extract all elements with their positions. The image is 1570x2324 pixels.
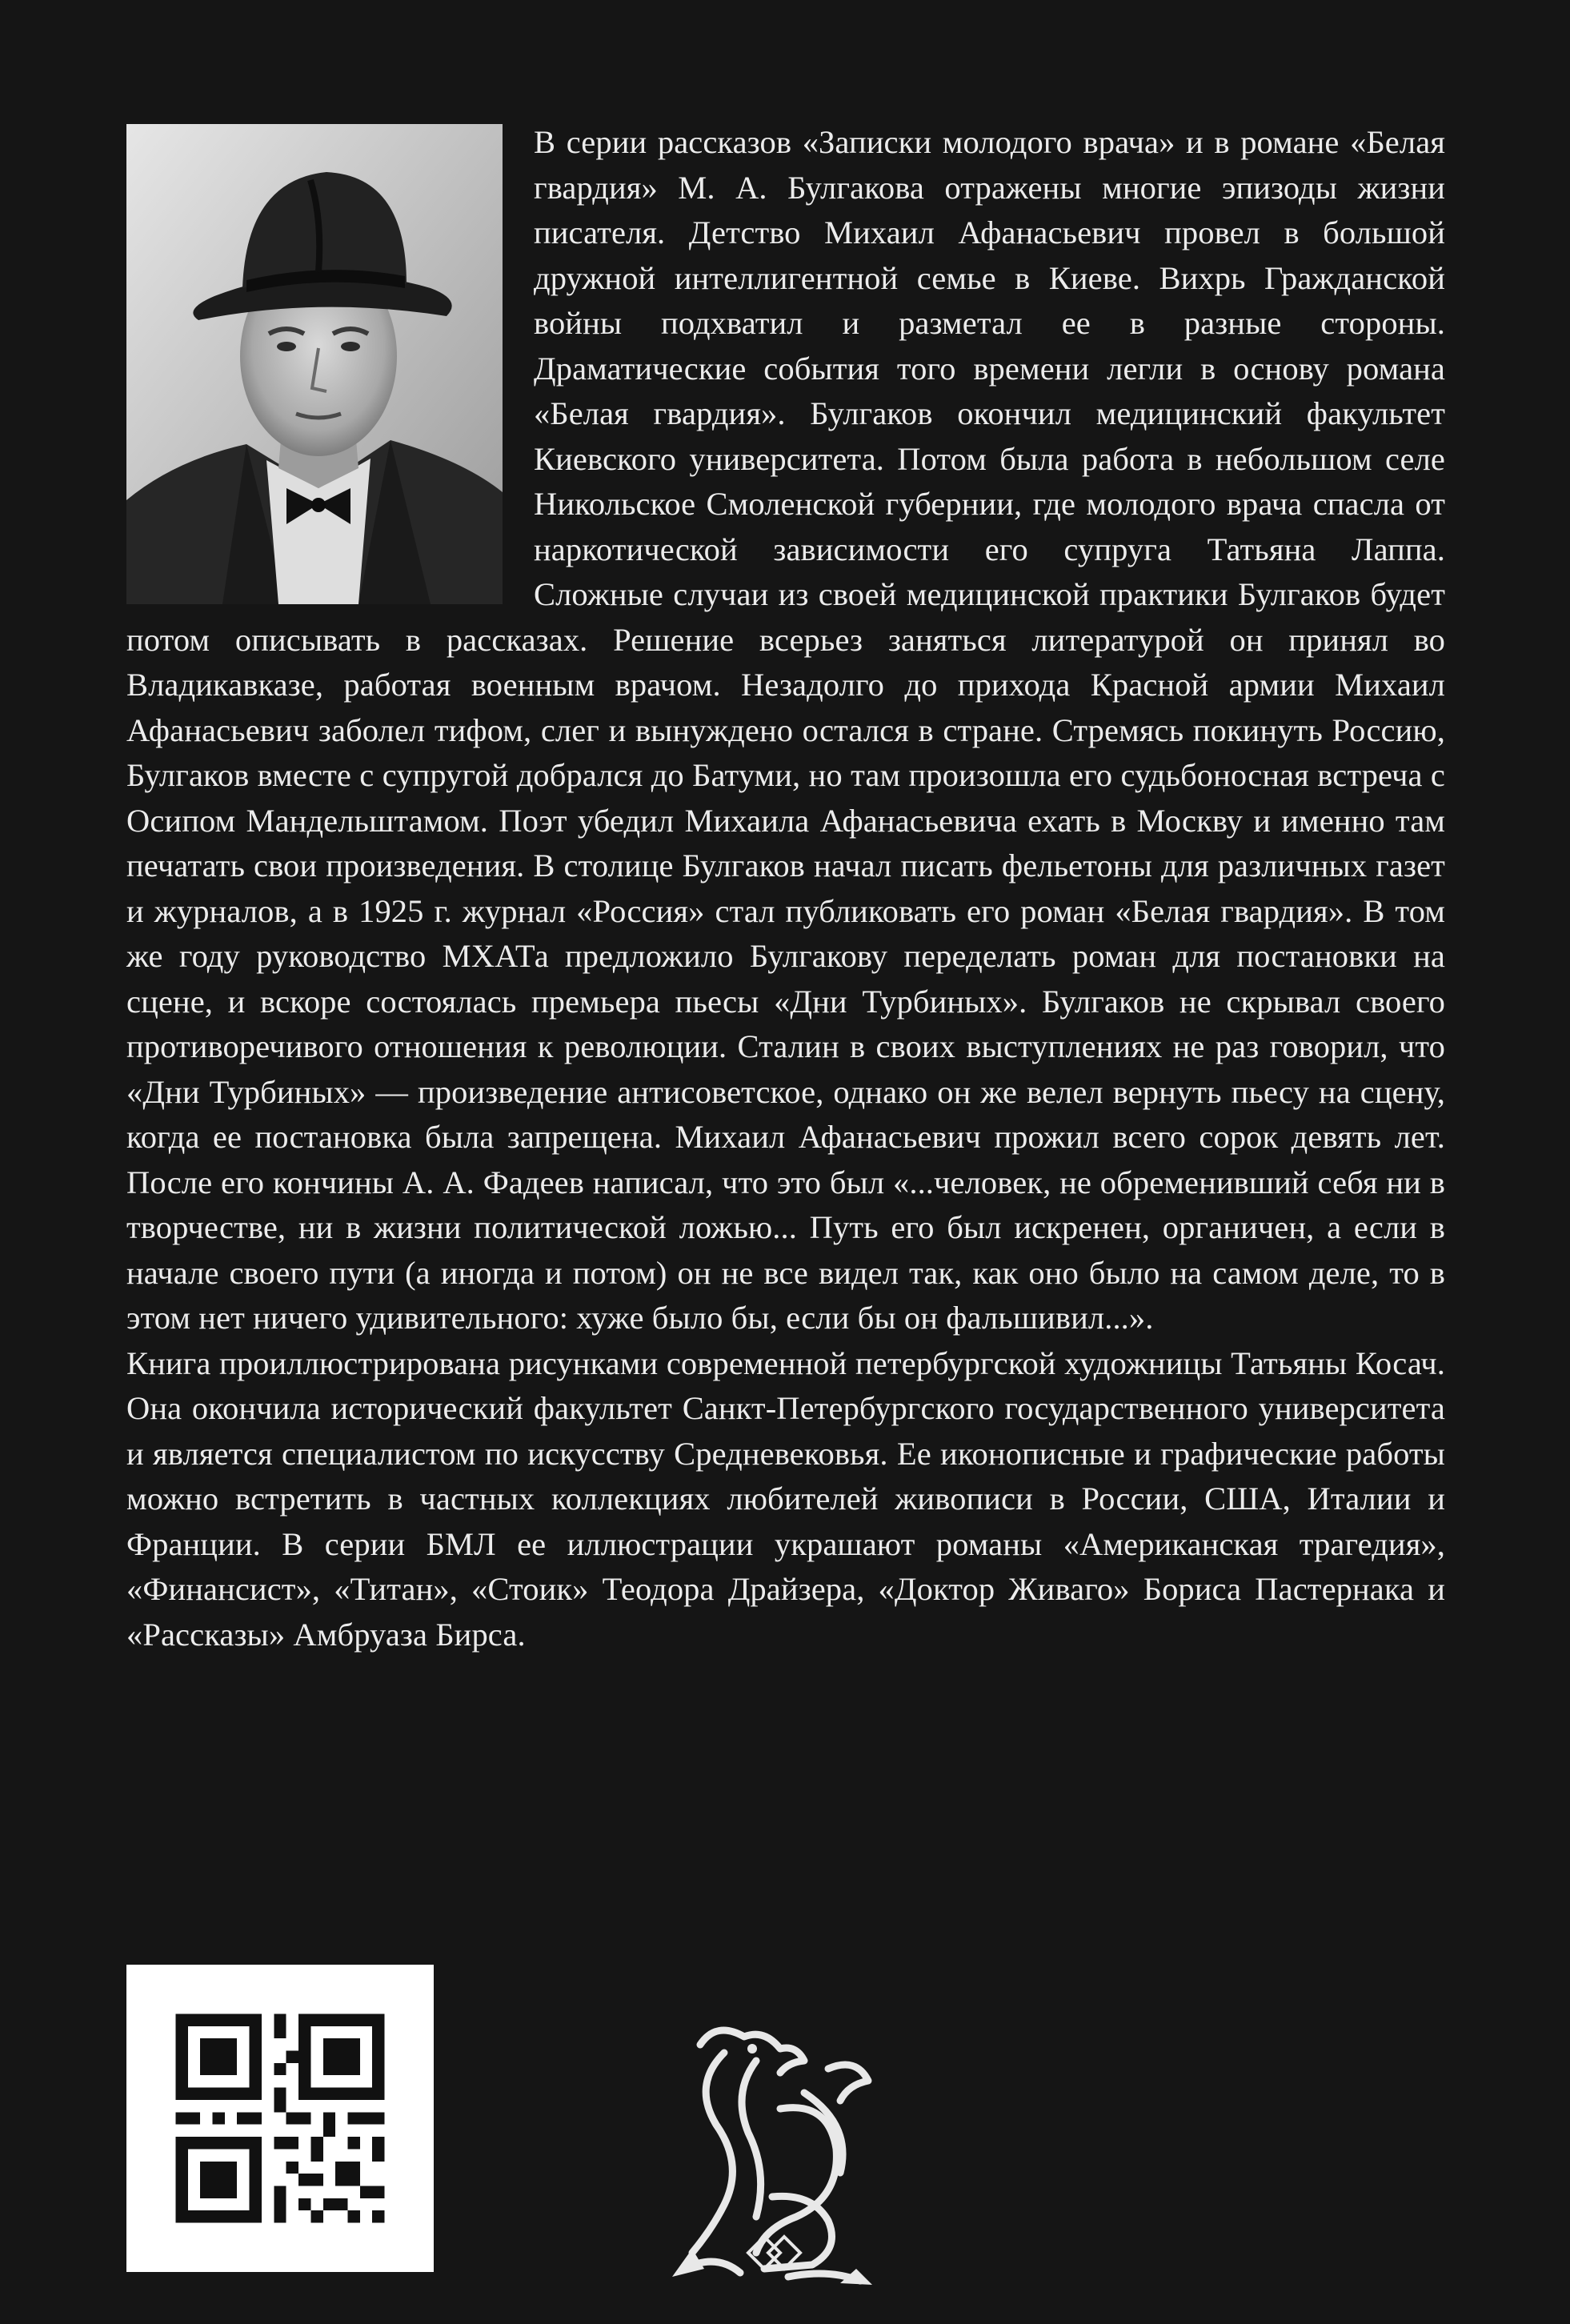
qr-code-icon (126, 1965, 434, 2272)
publisher-emblem (668, 2013, 876, 2285)
annotation-paragraph-2: Книга проиллюстрирована рисунками современной петербургской художницы Татьяны Косач. Она окончила исторический факультет Санкт-Петербургского государственного университета и является специалистом по искусству Средневековья. Ее иконописные и графические работы можно встретить в частных коллекциях любителей живописи в России, США, Италии и Франции. В серии БМЛ ее иллюстрации украшают романы «Американская трагедия», «Финансист», «Титан», «Стоик» Теодора Драйзера, «Доктор Живаго» Бориса Пастернака и «Рассказы» Амбруаза Бирса. (126, 1344, 1445, 1653)
qr-code (126, 1965, 434, 2272)
author-portrait-photo-icon (126, 124, 503, 604)
dragon-emblem-logo-icon (668, 2013, 876, 2285)
author-portrait (126, 124, 503, 604)
annotation-paragraph-1: В серии рассказов «Записки молодого врача» и в романе «Белая гвардия» М. А. Булгакова отражены многие эпизоды жизни писателя. Детство Михаил Афанасьевич провел в большой дружной интеллигентной семье в Киеве. Вихрь Гражданской войны подхватил и разметал ее в разные стороны. Драматические события того времени легли в основу романа «Белая гвардия». Булгаков окончил медицинский факультет Киевского университета. Потом была работа в небольшом селе Никольское Смоленской губернии, где молодого врача спасла от наркотической зависимости его супруга Татьяна Лаппа. Сложные случаи из своей медицинской практики Булгаков будет потом описывать в рассказах. Решение всерьез заняться литературой он принял во Владикавказе, работая военным врачом. Незадолго до прихода Красной армии Михаил Афанасьевич заболел тифом, слег и вынуждено остался в стране. Стремясь покинуть Россию, Булгаков вместе с супругой добрался до Батуми, но там произошла его судьбоносная встреча с Осипом Мандельштамом. Поэт убедил Михаила Афанасьевича ехать в Москву и именно там печатать свои произведения. В столице Булгаков начал писать фельетоны для различных газет и журналов, а в 1925 г. журнал «Россия» стал публиковать его роман «Белая гвардия». В том же году руководство МХАТа предложило Булгакову переделать роман для постановки на сцене, и вскоре состоялась премьера пьесы «Дни Турбиных». Булгаков не скрывал своего противоречивого отношения к революции. Сталин в своих выступлениях не раз говорил, что «Дни Турбиных» — произведение антисоветское, однако он же велел вернуть пьесу на сцену, когда ее постановка была запрещена. Михаил Афанасьевич прожил всего сорок девять лет. После его кончины А. А. Фадеев написал, что это был «...человек, не обременивший себя ни в творчестве, ни в жизни политической ложью... Путь его был искренен, органичен, а если в начале своего пути (а иногда и потом) он не все видел так, как оно было на самом деле, то в этом нет ничего удивительного: хуже было бы, если бы он фальшивил...». (126, 124, 1445, 1336)
